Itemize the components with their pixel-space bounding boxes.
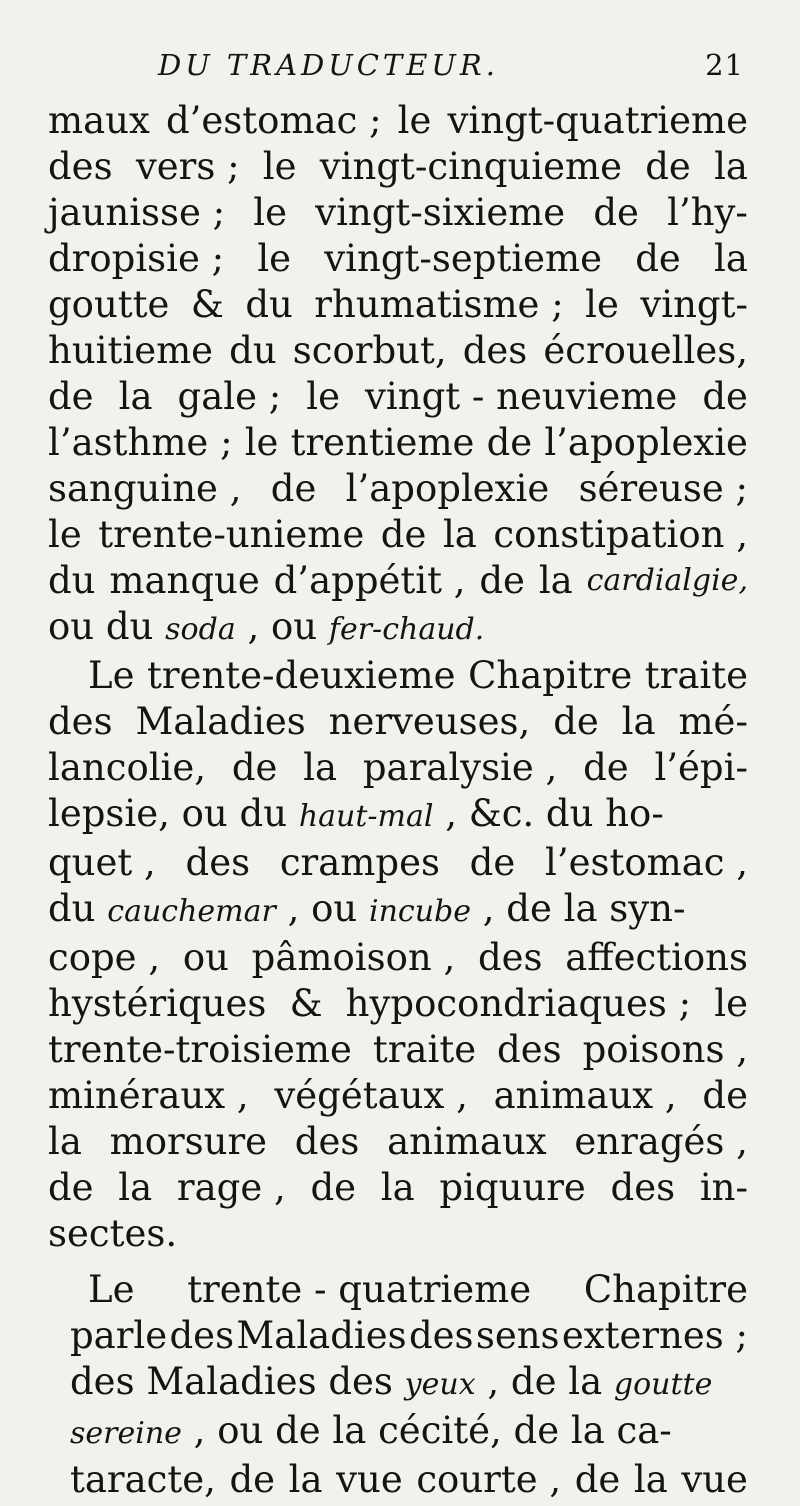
word: du [245, 283, 293, 326]
word: constipation , [493, 513, 748, 556]
word: ou [182, 936, 229, 979]
text-line [48, 144, 748, 190]
word: trentieme [290, 421, 475, 464]
word: la [714, 237, 748, 280]
italic-term: yeux [404, 1367, 476, 1402]
word: la [303, 746, 338, 789]
word: du [48, 559, 96, 602]
word: le [257, 237, 292, 280]
text-line [48, 466, 748, 512]
text-line [48, 282, 748, 328]
word: maux [48, 99, 150, 142]
word: de [574, 1458, 621, 1501]
text-line [48, 420, 748, 466]
word: rhumatisme ; [314, 283, 564, 326]
word: animaux [387, 1120, 547, 1163]
word: des [294, 1120, 360, 1163]
text-line [48, 981, 748, 1027]
word: paralysie , [362, 746, 558, 789]
word: de [231, 746, 278, 789]
word: de [479, 559, 525, 602]
text-line: ou du soda , ou fer-chaud. [48, 605, 485, 648]
text-line [48, 190, 748, 236]
word: la [118, 1166, 153, 1209]
word: des [169, 1314, 235, 1357]
text-line [48, 745, 748, 791]
text-line [48, 840, 748, 886]
word: & [289, 982, 323, 1025]
word: sens [475, 1314, 560, 1357]
word: Maladies [236, 1314, 407, 1357]
word: l’asthme ; [48, 421, 233, 464]
word: de [583, 746, 629, 789]
word: nerveuses, [328, 700, 531, 743]
body-text [48, 98, 748, 1503]
word: l’estomac , [544, 841, 748, 884]
word: de [702, 1074, 748, 1117]
word: manque [109, 559, 260, 602]
word: lancolie, [48, 746, 207, 789]
word: de [486, 421, 533, 464]
word: traite [372, 1028, 477, 1071]
word: trente-unieme [98, 513, 365, 556]
text-line: sereine , ou de la cécité, de la ca- [70, 1409, 672, 1452]
word: enragés , [574, 1120, 748, 1163]
italic-term: fer-chaud. [328, 612, 485, 647]
word: in- [699, 1166, 748, 1209]
word: de [469, 841, 516, 884]
word: de [635, 237, 681, 280]
word: animaux , [493, 1074, 677, 1117]
word: goutte [48, 283, 170, 326]
page-number: 21 [705, 48, 744, 82]
word: de [380, 513, 427, 556]
word: végétaux , [274, 1074, 468, 1117]
text-line [48, 699, 748, 745]
text-line: lepsie, ou du haut-mal , &c. du ho- [48, 792, 664, 835]
word: de [702, 375, 748, 418]
word: des [462, 329, 528, 372]
word: trente - quatrieme [187, 1268, 532, 1311]
text-line: des Maladies des yeux , de la goutte [70, 1360, 713, 1403]
word: Maladies [135, 700, 306, 743]
text-line [48, 512, 748, 558]
word: le [262, 145, 297, 188]
italic-term: goutte [613, 1367, 713, 1402]
word: le [714, 982, 748, 1025]
word: de [645, 145, 691, 188]
word: le [244, 421, 279, 464]
word: affections [565, 936, 748, 979]
word: Le [88, 1268, 135, 1311]
word: pâmoison , [251, 936, 456, 979]
text-line [48, 1027, 748, 1073]
word: la [633, 1458, 668, 1501]
word: le [48, 513, 82, 556]
word: l’hy- [667, 191, 748, 234]
italic-term: cauchemar [107, 894, 276, 929]
word: dropisie ; [48, 237, 225, 280]
text-line [48, 935, 748, 981]
text-line [48, 1313, 748, 1359]
word: de [310, 1166, 357, 1209]
word: vingt - neuvieme [365, 375, 678, 418]
word: Le [88, 654, 135, 697]
text-line: sectes. [48, 1212, 178, 1255]
text-line [48, 1457, 748, 1503]
word: de [270, 467, 317, 510]
word: la [118, 375, 153, 418]
word: le [397, 99, 432, 142]
italic-term: cardialgie, [586, 563, 748, 598]
word: mé- [678, 700, 748, 743]
word: traite [644, 654, 748, 697]
word: des [48, 700, 113, 743]
word: la [714, 145, 748, 188]
word: vingt- [640, 283, 748, 326]
word: jaunisse ; [48, 191, 226, 234]
word: la [442, 513, 477, 556]
word: vers ; [135, 145, 240, 188]
word: des [48, 145, 113, 188]
word: & [190, 283, 224, 326]
italic-term: incube [369, 894, 471, 929]
word: des [185, 841, 251, 884]
word: la [380, 1166, 415, 1209]
text-line [48, 558, 748, 604]
word: l’apoplexie [345, 467, 550, 510]
word: sanguine , [48, 467, 242, 510]
word: des [610, 1166, 676, 1209]
text-line: du cauchemar , ou incube , de la syn- [48, 887, 686, 930]
paragraph-2 [48, 653, 748, 1257]
word: hypocondriaques ; [345, 982, 692, 1025]
text-line [48, 98, 748, 144]
word: huitieme [48, 329, 214, 372]
paragraph-3 [48, 1267, 748, 1503]
text-line [48, 1267, 748, 1313]
text-line [48, 653, 748, 699]
word: de [48, 1166, 94, 1209]
word: d’estomac ; [165, 99, 382, 142]
word: séreuse ; [578, 467, 748, 510]
italic-term: haut-mal [298, 799, 434, 834]
word: des [477, 936, 543, 979]
word: minéraux , [48, 1074, 249, 1117]
text-line [48, 236, 748, 282]
word: de [593, 191, 639, 234]
word: la [621, 700, 656, 743]
running-head [158, 48, 748, 98]
running-head-title: DU TRADUCTEUR. [158, 48, 499, 82]
word: Chapitre [583, 1268, 748, 1311]
word: trente-deuxieme [147, 654, 456, 697]
word: crampes [279, 841, 440, 884]
word: la [288, 1458, 323, 1501]
text-line [48, 1165, 748, 1211]
italic-term: sereine [70, 1416, 182, 1451]
word: poisons , [582, 1028, 748, 1071]
word: la [538, 559, 573, 602]
word: piquure [439, 1166, 586, 1209]
word: l’apoplexie [544, 421, 748, 464]
word: de [553, 700, 599, 743]
word: rage , [176, 1166, 286, 1209]
word: des [408, 1314, 474, 1357]
text-line [48, 1119, 748, 1165]
word: vingt-cinquieme [319, 145, 622, 188]
word: vingt-quatrieme [447, 99, 748, 142]
word: écrouelles, [543, 329, 748, 372]
word: vue [336, 1458, 403, 1501]
word: scorbut, [292, 329, 447, 372]
text-line [48, 374, 748, 420]
word: parle [70, 1314, 168, 1357]
word: trente-troisieme [48, 1028, 352, 1071]
paragraph-1 [48, 98, 748, 604]
word: le [585, 283, 619, 326]
word: Chapitre [468, 654, 633, 697]
word: le [306, 375, 340, 418]
word: morsure [109, 1120, 268, 1163]
word: externes ; [561, 1314, 748, 1357]
word: de [48, 375, 94, 418]
text-line [48, 328, 748, 374]
word: des [497, 1028, 562, 1071]
word: quet , [48, 841, 156, 884]
word: hystériques [48, 982, 267, 1025]
word: gale ; [177, 375, 282, 418]
word: vingt-septieme [324, 237, 603, 280]
word: taracte, [70, 1458, 216, 1501]
word: de [229, 1458, 276, 1501]
text-line [48, 1073, 748, 1119]
italic-term: soda [165, 612, 236, 647]
word: le [253, 191, 288, 234]
word: d’appétit , [273, 559, 466, 602]
word: l’épi- [654, 746, 748, 789]
word: du [229, 329, 277, 372]
word: la [48, 1120, 82, 1163]
word: cope , [48, 936, 161, 979]
word: vue [681, 1458, 748, 1501]
word: courte , [416, 1458, 562, 1501]
word: vingt-sixieme [315, 191, 566, 234]
